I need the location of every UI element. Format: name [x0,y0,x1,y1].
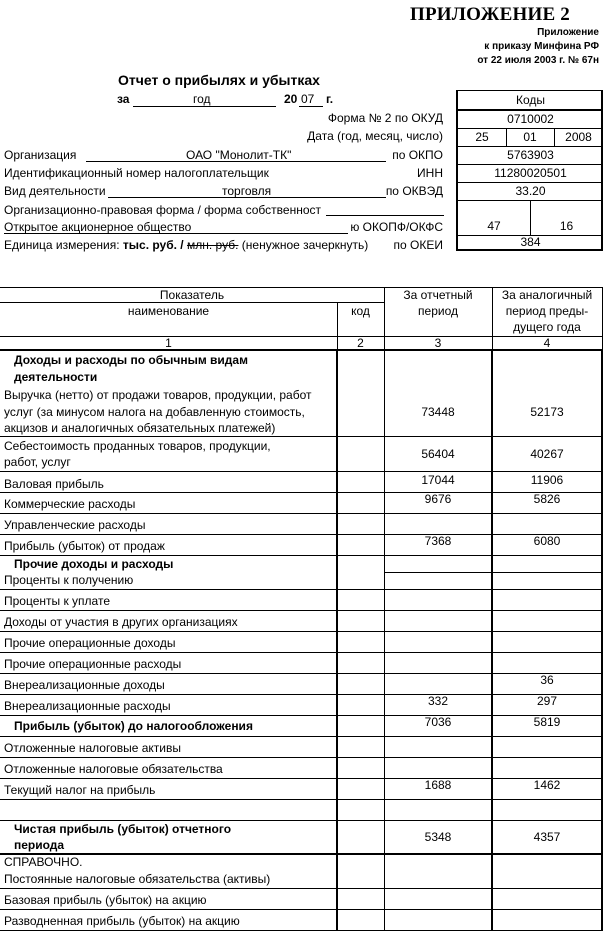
row-section-ordinary-l1: Доходы и расходы по обычным видам [14,353,248,367]
row-revenue-current: 73448 [421,405,455,419]
row-cost-current: 56404 [421,447,455,461]
row-revenue-l2: услуг (за минусом налога на добавленную стоимость, [4,405,305,419]
code-okopf: 47 [487,219,501,233]
okpo-label: по ОКПО [392,148,443,162]
row-net-profit-current: 5348 [424,830,452,844]
col-num-4: 4 [543,336,551,350]
row-admin-expenses: Управленческие расходы [4,518,146,532]
row-deferred-tax-assets: Отложенные налоговые активы [4,741,181,755]
inn-label: ИНН [417,166,443,180]
row-gross-profit-current: 17044 [421,473,455,487]
row-basic-eps: Базовая прибыль (убыток) на акцию [4,893,207,907]
legal-form-value-underline [4,233,348,234]
code-okud: 0710002 [507,112,554,126]
appendix-line-1: Приложение [537,27,599,38]
col-num-1: 1 [165,336,172,350]
row-non-operating-expenses-previous: 297 [536,694,558,708]
row-non-operating-income-previous: 36 [540,673,554,687]
row-gross-profit-previous: 11906 [530,473,564,487]
row-net-profit-l1: Чистая прибыль (убыток) отчетного [14,822,232,836]
unit-struck: млн. руб. [186,238,239,252]
code-okved: 33.20 [515,184,546,198]
row-commercial-expenses-current: 9676 [424,492,452,506]
organization-value[interactable]: ОАО "Монолит-ТК" [186,148,292,162]
header-prev-2: период преды- [505,304,589,318]
row-current-tax: Текущий налог на прибыль [4,783,156,797]
row-pretax-profit-current: 7036 [424,715,452,729]
row-reference-l1: СПРАВОЧНО. [4,855,83,869]
row-sales-profit-previous: 6080 [533,534,561,548]
appendix-line-3: от 22 июля 2003 г. № 67н [477,55,599,66]
row-gross-profit: Валовая прибыль [4,477,104,491]
period-value[interactable]: год [193,92,211,106]
row-commercial-expenses: Коммерческие расходы [4,497,136,511]
col-num-3: 3 [434,336,442,350]
row-current-tax-current: 1688 [424,778,452,792]
row-section-other: Прочие доходы и расходы [14,557,174,571]
row-interest-receivable: Проценты к получению [4,573,134,587]
year-prefix: 20 [284,92,298,106]
row-section-ordinary-l2: деятельности [14,370,98,384]
codes-header: Коды [515,93,546,107]
row-net-profit-l2: периода [14,838,65,852]
row-deferred-tax-liabilities: Отложенные налоговые обязательства [4,762,223,776]
row-other-operating-expenses: Прочие операционные расходы [4,657,182,671]
appendix-line-2: к приказу Минфина РФ [484,41,599,52]
form-okud-label: Форма № 2 по ОКУД [327,111,443,125]
activity-label: Вид деятельности [4,184,106,198]
year-underline [299,106,323,107]
unit-label: Единица измерения: [4,238,120,252]
header-name: наименование [127,304,210,318]
row-other-operating-income: Прочие операционные доходы [4,636,176,650]
row-cost-l1: Себестоимость проданных товаров, продукции, [4,439,271,453]
year-value[interactable]: 07 [301,92,315,106]
okopf-label: ю ОКОПФ/ОКФС [350,220,443,234]
row-revenue-l3: акцизов и аналогичных обязательных платежей) [4,421,276,435]
row-participation-income: Доходы от участия в других организациях [4,615,238,629]
appendix-title: ПРИЛОЖЕНИЕ 2 [410,4,570,25]
row-revenue-previous: 52173 [530,405,564,419]
row-revenue-l1: Выручка (нетто) от продажи товаров, продукции, работ [4,388,312,402]
code-okfs: 16 [559,219,574,233]
row-current-tax-previous: 1462 [533,778,561,792]
row-pretax-profit-previous: 5819 [533,715,561,729]
inn-full-label: Идентификационный номер налогоплательщик [4,166,269,180]
code-inn: 11280020501 [494,166,567,180]
code-date-year: 25 [475,130,489,144]
row-pretax-profit: Прибыль (убыток) до налогообложения [14,719,253,733]
col-num-2: 2 [357,336,364,350]
header-indicator: Показатель [159,288,225,302]
row-commercial-expenses-previous: 5826 [533,492,561,506]
unit-row [4,238,368,252]
unit-note: (ненужное зачеркнуть) [241,238,369,252]
report-title: Отчет о прибылях и убытках [118,72,320,88]
activity-value[interactable]: торговля [222,184,272,198]
codes-box [456,90,603,251]
period-prefix: за [117,92,130,106]
row-non-operating-income: Внереализационные доходы [4,678,165,692]
header-code: код [351,304,370,318]
row-sales-profit: Прибыль (убыток) от продаж [4,539,165,553]
row-interest-payable: Проценты к уплате [4,594,110,608]
header-prev-3: дущего года [513,320,581,334]
code-date-day: 2008 [565,130,592,144]
legal-form-label: Организационно-правовая форма / форма собственност [4,203,321,217]
organization-label: Организация [4,148,77,162]
row-reference-l2: Постоянные налоговые обязательства (активы) [4,872,271,886]
legal-form-underline [326,215,444,216]
year-suffix: г. [326,92,334,106]
code-okei: 384 [520,235,541,249]
unit-value: тыс. руб. / [122,238,184,252]
date-label: Дата (год, месяц, число) [307,129,443,143]
row-non-operating-expenses-current: 332 [427,694,449,708]
legal-form-value[interactable]: Открытое акционерное общество [4,220,192,234]
row-net-profit-previous: 4357 [533,830,561,844]
row-cost-previous: 40267 [530,447,564,461]
period-underline [133,106,276,107]
okved-label: по ОКВЭД [385,184,443,198]
code-okpo: 5763903 [507,148,554,162]
okei-label: по ОКЕИ [393,238,443,252]
header-current-2: период [418,304,458,318]
row-diluted-eps: Разводненная прибыль (убыток) на акцию [4,914,240,928]
row-non-operating-expenses: Внереализационные расходы [4,699,171,713]
code-date-month: 01 [523,130,537,144]
header-prev-1: За аналогичный [501,288,593,302]
row-sales-profit-current: 7368 [424,534,452,548]
header-current-1: За отчетный [403,288,473,302]
row-cost-l2: работ, услуг [4,455,71,469]
